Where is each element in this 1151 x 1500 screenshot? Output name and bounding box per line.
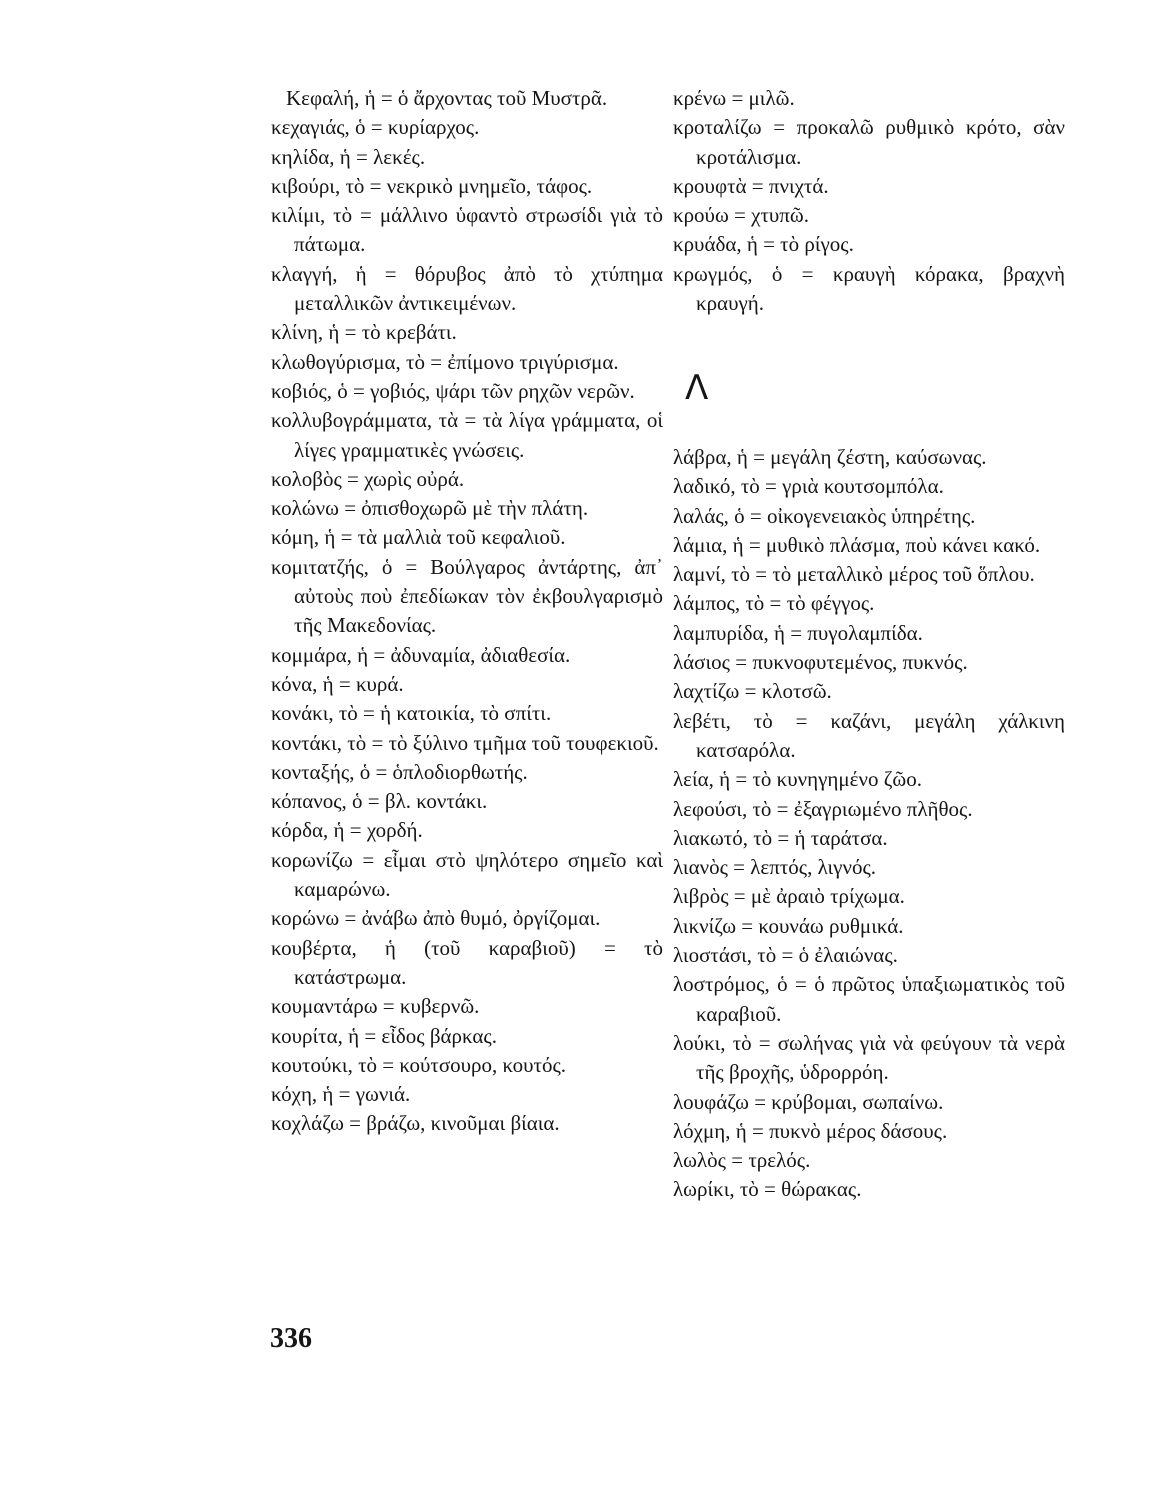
glossary-entry: λαμπυρίδα, ἡ = πυγολαμπίδα. (673, 620, 923, 645)
glossary-entry: κομμάρα, ἡ = ἀδυναμία, ἀδιαθεσία. (271, 642, 571, 667)
glossary-entry: λόχμη, ἡ = πυκνὸ μέρος δάσους. (673, 1118, 948, 1143)
glossary-entry: κουβέρτα, ἡ (τοῦ καραβιοῦ) = τὸ κατάστρωμα. (271, 935, 663, 989)
glossary-entry: κηλίδα, ἡ = λεκές. (271, 144, 426, 169)
glossary-entry: λαχτίζω = κλοτσῶ. (673, 679, 832, 704)
glossary-entry: κολοβὸς = χωρὶς οὐρά. (271, 466, 465, 491)
glossary-entry: λιακωτό, τὸ = ἡ ταράτσα. (673, 825, 888, 850)
glossary-entry: λικνίζω = κουνάω ρυθμικά. (673, 913, 904, 938)
right-column-top (673, 84, 1065, 318)
glossary-entry: Κεφαλή, ἡ = ὁ ἄρχοντας τοῦ Μυστρᾶ. (286, 86, 608, 110)
glossary-entry: κλωθογύρισμα, τὸ = ἐπίμονο τριγύρισμα. (271, 349, 619, 374)
glossary-entry: κρένω = μιλῶ. (673, 86, 795, 110)
glossary-entry: κεχαγιάς, ὁ = κυρίαρχος. (271, 115, 480, 140)
glossary-entry: κορωνίζω = εἶμαι στὸ ψηλότερο σημεῖο καὶ καμαρώνω. (271, 847, 663, 902)
glossary-entry: κομιτατζής, ὁ = Βούλγαρος ἀντάρτης, ἀπ᾽ αὐτοὺς ποὺ ἐπεδίωκαν τὸν ἐκβουλγαρισμὸ τῆς Μακεδονίας. (271, 554, 663, 638)
glossary-entry: λιοστάσι, τὸ = ὁ ἐλαιώνας. (673, 943, 898, 968)
section-letter: Λ (685, 368, 709, 408)
glossary-entry: κοντάκι, τὸ = τὸ ξύλινο τμῆμα τοῦ τουφεκιοῦ. (271, 730, 659, 755)
glossary-entry: λάσιος = πυκνοφυτεμένος, πυκνός. (673, 650, 968, 675)
glossary-entry: λιανὸς = λεπτός, λιγνός. (673, 855, 877, 880)
glossary-entry: λεβέτι, τὸ = καζάνι, μεγάλη χάλκινη κατσαρόλα. (673, 708, 1065, 762)
glossary-entry: κολώνω = ὀπισθοχωρῶ μὲ τὴν πλάτη. (271, 496, 589, 521)
glossary-entry: κόπανος, ὁ = βλ. κοντάκι. (271, 789, 488, 814)
glossary-entry: κλίνη, ἡ = τὸ κρεβάτι. (271, 320, 457, 345)
glossary-entry: κιβούρι, τὸ = νεκρικὸ μνημεῖο, τάφος. (271, 173, 593, 198)
glossary-entry: κορώνω = ἀνάβω ἀπὸ θυμό, ὀργίζομαι. (271, 906, 601, 931)
glossary-entry: λωλὸς = τρελός. (673, 1148, 811, 1173)
glossary-entry: λεία, ἡ = τὸ κυνηγημένο ζῶο. (673, 767, 922, 792)
glossary-entry: κρωγμός, ὁ = κραυγὴ κόρακα, βραχνὴ κραυγή. (673, 261, 1065, 316)
glossary-entry: κουρίτα, ἡ = εἶδος βάρκας. (271, 1023, 497, 1048)
glossary-entry: κρουφτὰ = πνιχτά. (673, 173, 829, 198)
glossary-entry: κόμη, ἡ = τὰ μαλλιὰ τοῦ κεφαλιοῦ. (271, 525, 566, 550)
glossary-entry: κόνα, ἡ = κυρά. (271, 671, 404, 696)
glossary-entry: λαλάς, ὁ = οἰκογενειακὸς ὑπηρέτης. (673, 503, 976, 528)
glossary-entry: λούκι, τὸ = σωλήνας γιὰ νὰ φεύγουν τὰ νερὰ τῆς βροχῆς, ὑδρορρόη. (673, 1030, 1065, 1085)
glossary-entry: λωρίκι, τὸ = θώρακας. (673, 1177, 862, 1202)
glossary-entry: κοχλάζω = βράζω, κινοῦμαι βίαια. (271, 1111, 560, 1136)
glossary-entry: κρυάδα, ἡ = τὸ ρίγος. (673, 232, 854, 257)
glossary-entry: κιλίμι, τὸ = μάλλινο ὑφαντὸ στρωσίδι γιὰ τὸ πάτωμα. (271, 203, 663, 257)
glossary-entry: κλαγγή, ἡ = θόρυβος ἀπὸ τὸ χτύπημα μεταλλικῶν ἀντικειμένων. (271, 261, 663, 316)
glossary-entry: κοβιός, ὁ = γοβιός, ψάρι τῶν ρηχῶν νερῶν. (271, 378, 635, 403)
glossary-entry: κολλυβογράμματα, τὰ = τὰ λίγα γράμματα, οἱ λίγες γραμματικὲς γνώσεις. (271, 408, 663, 462)
left-column (271, 84, 663, 1139)
glossary-entry: κρούω = χτυπῶ. (673, 203, 809, 228)
glossary-entry: κόρδα, ἡ = χορδή. (271, 818, 423, 843)
glossary-entry: λάβρα, ἡ = μεγάλη ζέστη, καύσωνας. (673, 445, 987, 469)
glossary-entry: κόχη, ἡ = γωνιά. (271, 1082, 411, 1107)
glossary-entry: κονταξής, ὁ = ὁπλοδιορθωτής. (271, 759, 528, 784)
glossary-entry: λιβρὸς = μὲ ἀραιὸ τρίχωμα. (673, 884, 905, 909)
glossary-entry: λοστρόμος, ὁ = ὁ πρῶτος ὑπαξιωματικὸς τοῦ καραβιοῦ. (673, 972, 1065, 1026)
glossary-entry: λεφούσι, τὸ = ἐξαγριωμένο πλῆθος. (673, 796, 973, 821)
glossary-entry: κονάκι, τὸ = ἡ κατοικία, τὸ σπίτι. (271, 701, 552, 726)
glossary-entry: κουτούκι, τὸ = κούτσουρο, κουτός. (271, 1052, 567, 1077)
page-number: 336 (270, 1323, 312, 1354)
glossary-entry: λαδικό, τὸ = γριὰ κουτσομπόλα. (673, 474, 944, 499)
glossary-entry: λάμια, ἡ = μυθικὸ πλάσμα, ποὺ κάνει κακό. (673, 532, 1041, 557)
glossary-entry: κουμαντάρω = κυβερνῶ. (271, 994, 480, 1019)
glossary-entry: λουφάζω = κρύβομαι, σωπαίνω. (673, 1089, 944, 1114)
right-column-bottom (673, 443, 1065, 1205)
glossary-entry: λαμνί, τὸ = τὸ μεταλλικὸ μέρος τοῦ ὅπλου. (673, 562, 1035, 587)
glossary-entry: λάμπος, τὸ = τὸ φέγγος. (673, 591, 875, 616)
glossary-entry: κροταλίζω = προκαλῶ ρυθμικὸ κρότο, σὰν κροτάλισμα. (673, 115, 1065, 169)
